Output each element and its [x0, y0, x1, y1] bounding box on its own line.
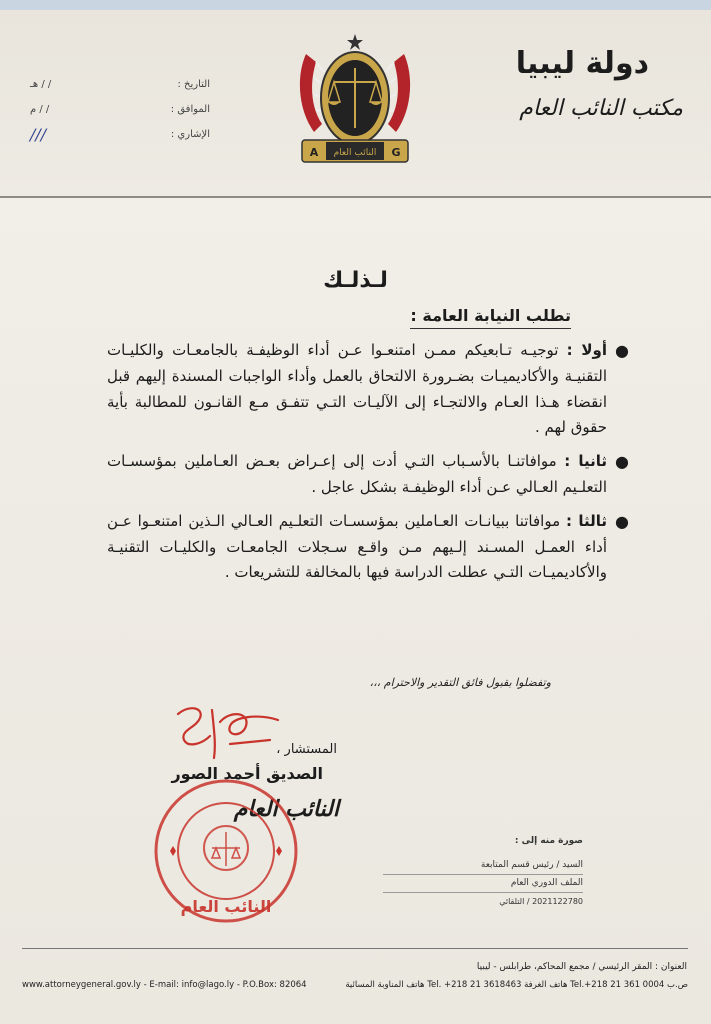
footer-contact [22, 980, 688, 990]
signatory-title: المستشار ، [276, 742, 337, 757]
meta-date-row [30, 72, 210, 97]
emblem-caption: النائب العام [333, 148, 377, 158]
footer-address: العنوان : المقر الرئيسي / مجمع المحاكم، طرابلس - ليبيا [476, 962, 687, 972]
cc-recipient: الملف الدوري العام [383, 878, 583, 893]
reference-block [30, 72, 210, 147]
meta-gregorian-value: / / م [30, 104, 50, 115]
office-title: مكتب النائب العام [519, 96, 683, 121]
signatory-role: النائب العام [233, 796, 339, 822]
closing-salutation: وتفضلوا بقبول فائق التقدير والاحترام ،،، [369, 676, 551, 689]
item-text: توجيـه تـابعيكم ممـن امتنعـوا عـن أداء الوظيفـة بالجامعـات والكليـات التقنيـة والأكاديميـات بضـرورة الالتحاق بالعمل وأداء الواجبات المسندة إليهم قبل انقضاء هـذا العـام والالتجـاء إلى الآليـات التـي تتفـق مـع القانـون للمطالبة بأية حقوق لهم . [107, 341, 607, 437]
cc-reference: 2021122780 / التلقائي [499, 897, 583, 906]
footer-phones: ص.ب Tel.+218 21 361 0004 هاتف الغرفة Tel. +218 21 3618463 هاتف المناوبة المسائية [345, 980, 688, 990]
emblem-letter-a: A [309, 146, 319, 159]
meta-reference-label: الإشاري : [170, 129, 210, 140]
attorney-general-emblem-icon [292, 32, 418, 166]
list-item [107, 338, 629, 441]
request-line: تطلب النيابة العامة : [410, 306, 571, 329]
item-text: موافاتنـا بالأسـباب التـي أدت إلى إعـراض بعـض العـاملين بمؤسسـات التعلـيم العـالي عـن أداء الوظيفـة بشكل عاجل . [107, 452, 607, 496]
request-items [107, 338, 629, 594]
section-heading: لـذلـك [323, 268, 388, 293]
bullet-icon: ● [615, 341, 629, 360]
bullet-icon: ● [615, 452, 629, 472]
cc-heading: صورة منه إلى : [514, 836, 583, 846]
list-item [107, 449, 629, 501]
list-item [107, 509, 629, 586]
emblem-letter-g: G [391, 146, 401, 159]
meta-gregorian-row [30, 97, 210, 122]
item-lead: ثالثا : [566, 511, 607, 530]
cc-recipient: السيد / رئيس قسم المتابعة [383, 860, 583, 875]
meta-date-value: / / هـ [30, 79, 52, 90]
footer-divider [22, 948, 688, 949]
top-strip [0, 0, 711, 10]
item-lead: أولا : [566, 341, 607, 359]
stamp-caption: النائب العام [180, 897, 272, 916]
official-seal [150, 776, 302, 926]
signatory-name: الصديق أحمد الصور [171, 764, 323, 783]
meta-date-label: التاريخ : [177, 79, 210, 90]
bullet-icon: ● [615, 511, 629, 531]
item-text: موافاتنا ببيانـات العـاملين بمؤسسـات التعلـيم العـالي الـذين امتنعـوا عـن أداء العمـل المسـند إلـيهم مـن واقـع سـجلات الجامعـات والكليـات التقنيـة والأكاديميـات التـي عطلت الدراسة فيها بالمخالفة للتشريعات . [107, 511, 607, 582]
meta-reference-row [30, 122, 210, 147]
item-lead: ثانيا : [564, 452, 607, 471]
copy-to-block [383, 836, 583, 906]
country-title: دولة ليبيا [515, 46, 649, 81]
meta-reference-value: /// [30, 125, 47, 144]
footer-web-email: www.attorneygeneral.gov.ly - E-mail: info@lago.ly - P.O.Box: 82064 [22, 980, 307, 990]
meta-gregorian-label: الموافق : [170, 104, 210, 115]
handwritten-signature [170, 700, 290, 762]
